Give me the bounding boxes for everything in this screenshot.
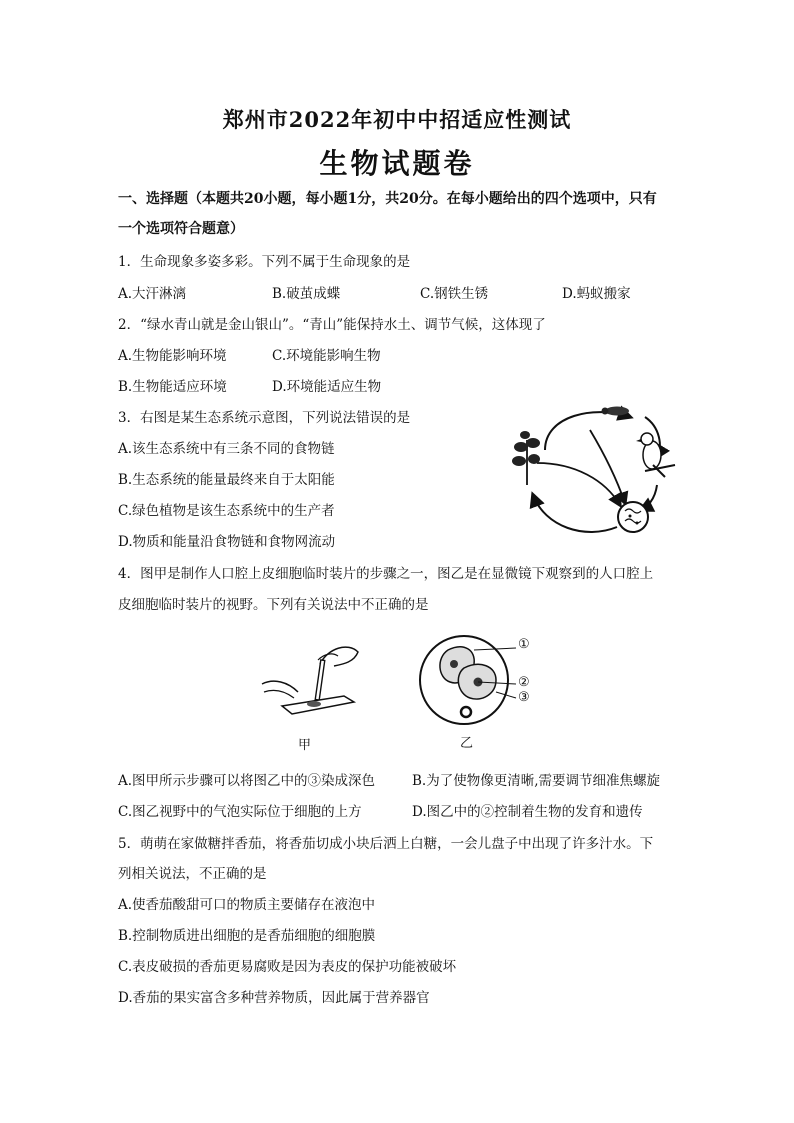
caterpillar-icon (602, 407, 630, 416)
q5-option-d: D.香茄的果实富含多种营养物质，因此属于营养器官 (118, 990, 430, 1006)
q2-option-a: A.生物能影响环境 (118, 348, 227, 364)
marker-2: ② (518, 675, 530, 690)
ecosystem-diagram (505, 395, 680, 545)
figure-jia-staining (258, 636, 368, 721)
figure-yi-label: 乙 (460, 736, 474, 751)
q3-option-b: B.生态系统的能量最终来自于太阳能 (118, 472, 335, 488)
q4-stem-line2: 皮细胞临时装片的视野。下列有关说法中不正确的是 (118, 597, 429, 613)
q4-option-a: A.图甲所示步骤可以将图乙中的③染成深色 (118, 773, 376, 789)
q1-option-b: B.破茧成蝶 (272, 286, 341, 302)
q4-option-d: D.图乙中的②控制着生物的发育和遗传 (412, 804, 643, 820)
section-heading-line1: 一、选择题（本题共20小题，每小题1分，共20分。在每小题给出的四个选项中，只有 (118, 191, 657, 207)
q4-option-c: C.图乙视野中的气泡实际位于细胞的上方 (118, 804, 362, 820)
q5-option-c: C.表皮破损的香茄更易腐败是因为表皮的保护功能被破坏 (118, 959, 457, 975)
q1-option-d: D.蚂蚁搬家 (562, 286, 631, 302)
marker-1: ① (518, 637, 530, 652)
marker-3: ③ (518, 690, 530, 705)
q4-stem-line1: 4．图甲是制作人口腔上皮细胞临时装片的步骤之一，图乙是在显微镜下观察到的人口腔上 (118, 566, 654, 582)
decomposer-icon (618, 502, 648, 532)
exam-subtitle: 生物试题卷 (319, 147, 475, 180)
q2-option-c: C.环境能影响生物 (272, 348, 381, 364)
q1-stem: 1．生命现象多姿多彩。下列不属于生命现象的是 (118, 254, 411, 270)
q3-option-a: A.该生态系统中有三条不同的食物链 (118, 441, 335, 457)
figure-jia-label: 甲 (298, 738, 312, 753)
q2-stem: 2．“绿水青山就是金山银山”。“青山”能保持水土、调节气候，这体现了 (118, 317, 546, 333)
plant-icon (512, 431, 540, 485)
q5-option-b: B.控制物质进出细胞的是香茄细胞的细胞膜 (118, 928, 376, 944)
q3-stem: 3．右图是某生态系统示意图，下列说法错误的是 (118, 410, 411, 426)
q3-option-d: D.物质和能量沿食物链和食物网流动 (118, 534, 336, 550)
q5-stem-line2: 列相关说法，不正确的是 (118, 866, 267, 882)
bird-icon (636, 433, 675, 477)
figure-yi-microscope-view (412, 628, 552, 728)
q4-option-b: B.为了使物像更清晰,需要调节细准焦螺旋 (412, 773, 661, 789)
exam-title: 郑州市2022年初中中招适应性测试 (222, 107, 572, 132)
section-heading-line2: 一个选项符合题意） (118, 221, 244, 237)
q1-option-c: C.钢铁生锈 (420, 286, 489, 302)
q5-stem-line1: 5．萌萌在家做糖拌香茄，将香茄切成小块后洒上白糖，一会儿盘子中出现了许多汁水。下 (118, 836, 654, 852)
q2-option-d: D.环境能适应生物 (272, 379, 382, 395)
q2-option-b: B.生物能适应环境 (118, 379, 227, 395)
q5-option-a: A.使香茄酸甜可口的物质主要储存在液泡中 (118, 897, 376, 913)
q3-option-c: C.绿色植物是该生态系统中的生产者 (118, 503, 335, 519)
air-bubble-icon (461, 707, 471, 717)
q1-option-a: A.大汗淋漓 (118, 286, 187, 302)
